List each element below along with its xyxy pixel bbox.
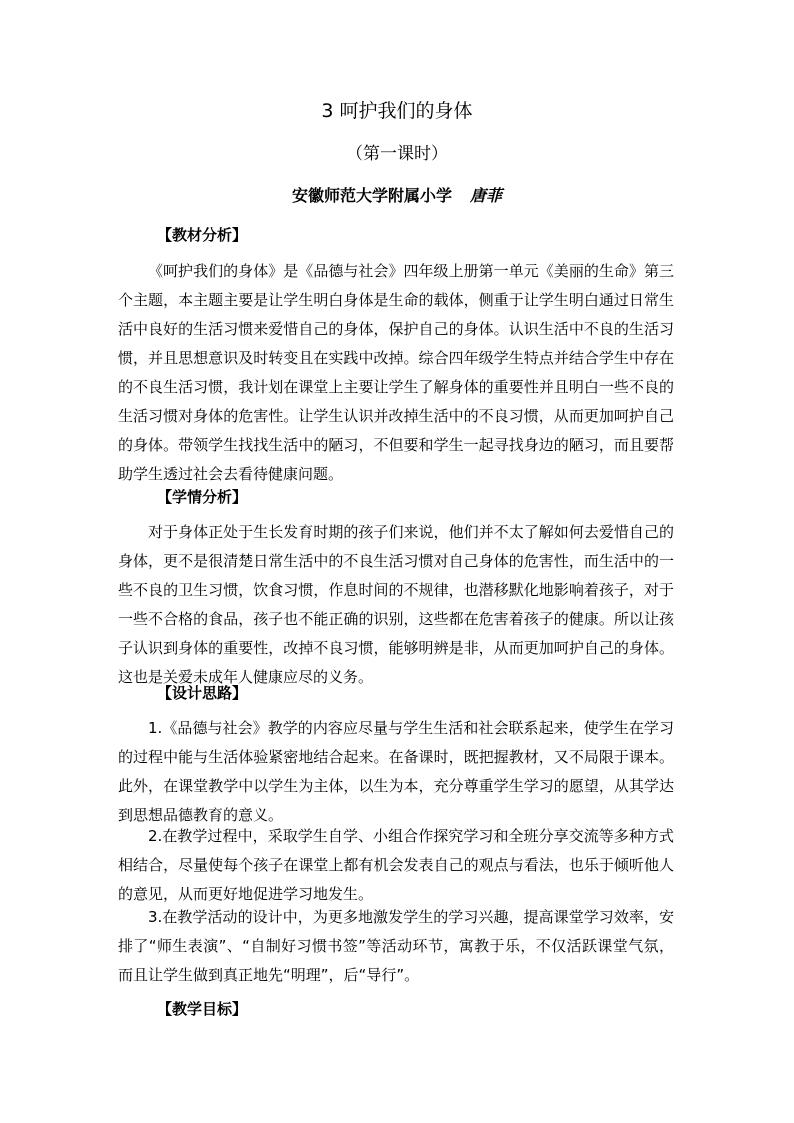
document-subtitle: （第一课时）	[346, 144, 448, 164]
document-title: 3 呵护我们的身体	[321, 100, 473, 122]
heading-design-ideas: 【设计思路】	[157, 684, 248, 702]
student-analysis-paragraph: 对于身体正处于生长发育时期的孩子们来说，他们并不太了解如何去爱惜自己的身体，更不是很清楚日常生活中的不良生活习惯对自己身体的危害性，而生活中的一些不良的卫生习惯，饮食习惯，作息时间的不规律，也潜移默化地影响着孩子，对于一些不合格的食品，孩子也不能正确的识别，这些都在危害着孩子的健康。所以让孩子认识到身体的重要性，改掉不良习惯，能够明辨是非，从而更加呵护自己的身体。这也是关爱未成年人健康应尽的义务。	[118, 523, 674, 686]
heading-material-analysis: 【教材分析】	[157, 226, 248, 244]
design-idea-item-1: 1.《品德与社会》教学的内容应尽量与学生生活和社会联系起来，使学生在学习的过程中能与生活体验紧密地结合起来。在备课时，既把握教材，又不局限于课本。此外，在课堂教学中以学生为主体，以生为本，充分尊重学生学习的愿望，从其学达到思想品德教育的意义。	[118, 719, 674, 824]
design-idea-item-3: 3.在教学活动的设计中，为更多地激发学生的学习兴趣，提高课堂学习效率，安排了“师生表演”、“自制好习惯书签”等活动环节，寓教于乐，不仅活跃课堂气氛，而且让学生做到真正地先“明理”，后“导行”。	[118, 908, 674, 984]
author-name: 唐菲	[470, 186, 503, 205]
author-line	[0, 184, 794, 208]
heading-teaching-goals: 【教学目标】	[157, 1000, 248, 1018]
school-name: 安徽师范大学附属小学	[291, 186, 452, 205]
material-analysis-paragraph: 《呵护我们的身体》是《品德与社会》四年级上册第一单元《美丽的生命》第三个主题，本主题主要是让学生明白身体是生命的载体，侧重于让学生明白通过日常生活中良好的生活习惯来爱惜自己的身体，保护自己的身体。认识生活中不良的生活习惯，并且思想意识及时转变且在实践中改掉。综合四年级学生特点并结合学生中存在的不良生活习惯，我计划在课堂上主要让学生了解身体的重要性并且明白一些不良的生活习惯对身体的危害性。让学生认识并改掉生活中的不良习惯，从而更加呵护自己的身体。带领学生找找生活中的陋习，不但要和学生一起寻找身边的陋习，而且要帮助学生透过社会去看待健康问题。	[118, 262, 674, 483]
design-idea-item-2: 2.在教学过程中，采取学生自学、小组合作探究学习和全班分享交流等多种方式相结合，尽量使每个孩子在课堂上都有机会发表自己的观点与看法，也乐于倾听他人的意见，从而更好地促进学习地发生。	[118, 827, 674, 903]
heading-student-analysis: 【学情分析】	[157, 488, 248, 506]
